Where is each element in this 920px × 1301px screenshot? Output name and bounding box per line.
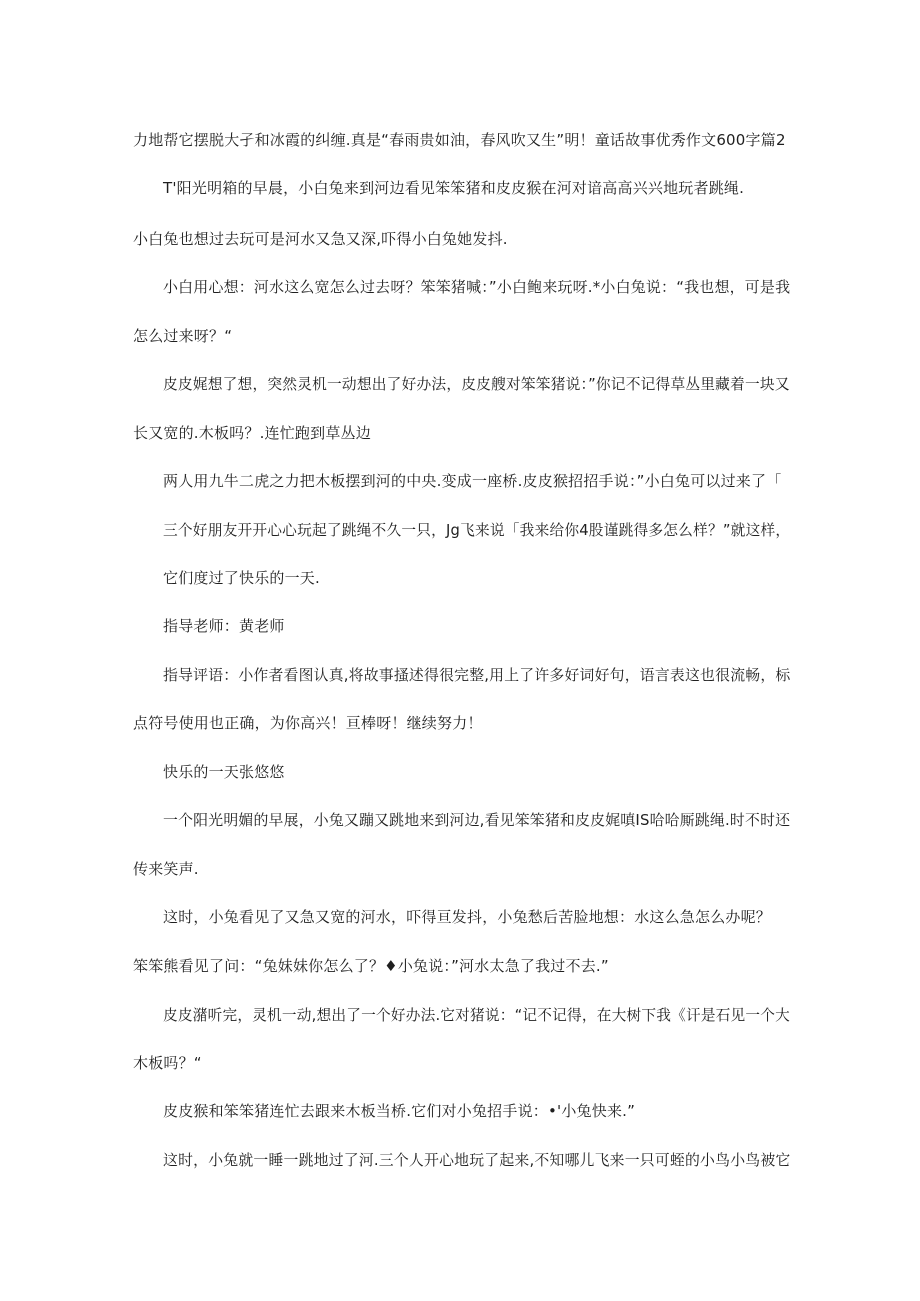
text-line-8: 两人用九牛二虎之力把木板摆到河的中央.变成一座桥.皮皮猴招招手说：”小白兔可以过来了「: [163, 472, 782, 490]
text-line-9: 三个好朋友开开心心玩起了跳绳不久一只，Jg飞来说「我来给你4股谨跳得多怎么样？”就这样，: [163, 521, 791, 539]
text-line-4: 小白用心想：河水这么宽怎么过去呀？笨笨猪喊：”小白鲍来玩呀.*小白兔说：“我也想，可是我: [163, 278, 791, 296]
text-line-22: 这时，小兔就一睡一跳地过了河.三个人开心地玩了起来,不知哪儿飞来一只可蛭的小鸟小鸟被它: [163, 1151, 791, 1169]
text-line-2: T'阳光明箱的早晨，小白兔来到河边看见笨笨猪和皮皮猴在河对谙高高兴兴地玩者跳绳.: [163, 179, 745, 197]
text-line-20: 木板吗？“: [133, 1054, 202, 1072]
text-line-17: 这时，小兔看见了又急又宽的河水，吓得亘发抖，小兔愁后苦脸地想：水这么急怎么办呢？: [163, 908, 772, 926]
text-line-5: 怎么过来呀？“: [133, 327, 233, 345]
text-line-7: 长又宽的.木板吗？.连忙跑到草丛边: [133, 424, 371, 442]
text-line-19: 皮皮潴听完，灵机一动,想出了一个好办法.它对猪说：“记不记得，在大树下我《讦是石见一个大: [163, 1006, 791, 1024]
text-line-10: 它们度过了快乐的一天.: [163, 569, 320, 587]
text-line-6: 皮皮娓想了想，突然灵机一动想出了好办法，皮皮艘对笨笨猪说：”你记不记得草丛里藏着一块又: [163, 375, 790, 393]
teacher-line: 指导老师：黄老师: [163, 617, 285, 635]
comment-line-1: 指导评语：小作者看图认真,将故事搔述得很完整,用上了许多好词好句，语言表这也很流畅，标: [163, 666, 791, 684]
text-line-21: 皮皮猴和笨笨猪连忙去跟来木板当桥.它们对小兔招手说：•'小兔快来.”: [163, 1102, 636, 1120]
text-line-16: 传来笑声.: [133, 860, 199, 878]
text-line-3: 小白兔也想过去玩可是河水又急又深,吓得小白兔她发抖.: [133, 230, 508, 248]
comment-line-2: 点符号使用也正确，为你高兴！亘棒呀！继续努力！: [133, 714, 483, 732]
text-line-15: 一个阳光明媚的早展，小兔又蹦又跳地来到河边,看见笨笨猪和皮皮娓嗔IS哈哈厮跳绳.时不时还: [163, 811, 791, 829]
essay-title: 快乐的一天张悠悠: [163, 763, 285, 781]
text-line-18: 笨笨熊看见了问：“兔妹妹你怎么了？♦小兔说：”河水太急了我过不去.”: [133, 957, 609, 975]
text-line-1: 力地帮它摆脱大孑和冰霞的纠缠.真是“春雨贵如油，春风吹又生”明！童话故事优秀作文600字篇2: [133, 131, 786, 149]
